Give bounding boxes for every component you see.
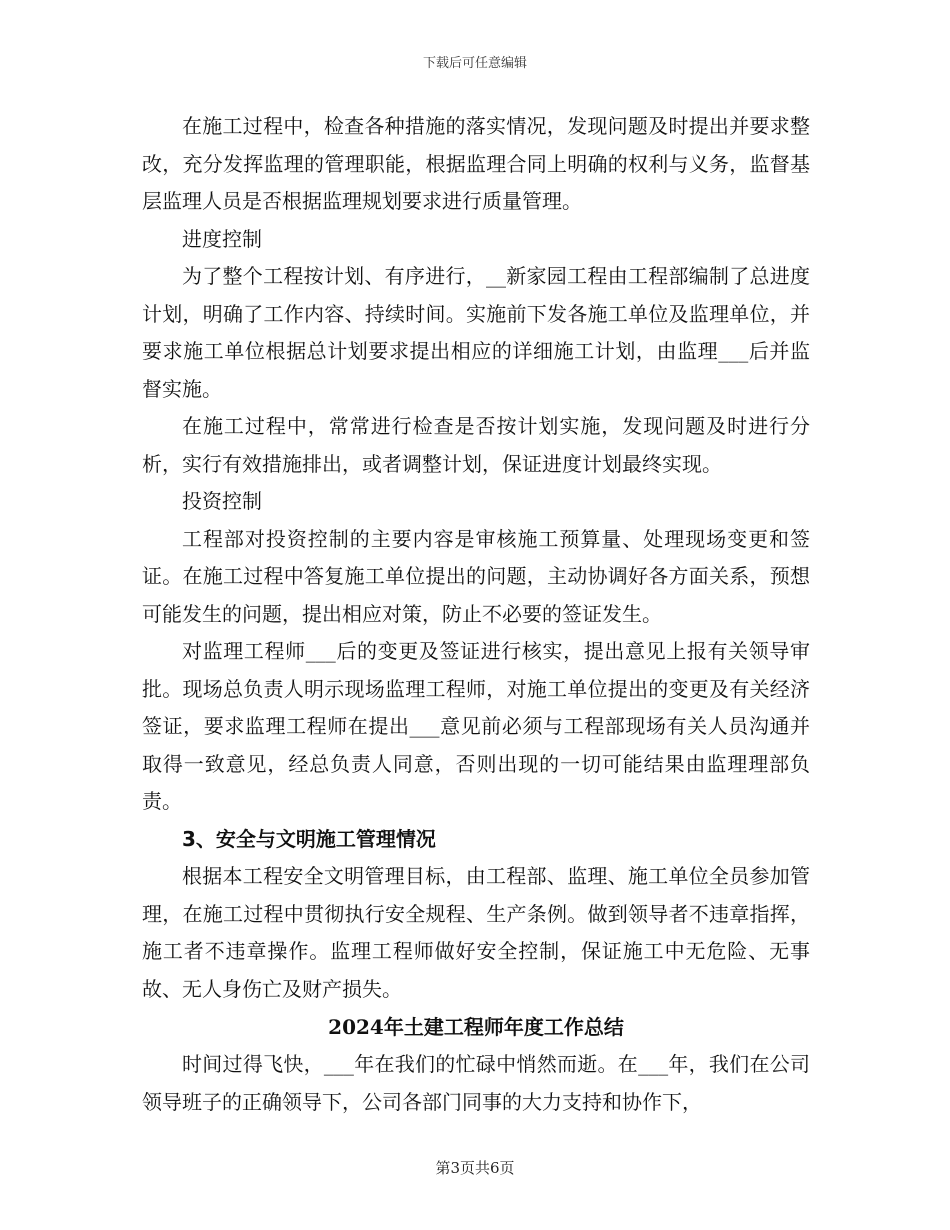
paragraph-progress-plan: 为了整个工程按计划、有序进行，__新家园工程由工程部编制了总进度计划，明确了工作内容、持续时间。实施前下发各施工单位及监理单位，并要求施工单位根据总计划要求提出相应的详细施工计划，由监理___后并监督实施。 bbox=[142, 264, 810, 401]
document-body bbox=[142, 108, 810, 1121]
paragraph-progress-check: 在施工过程中，常常进行检查是否按计划实施，发现问题及时进行分析，实行有效措施排出，或者调整计划，保证进度计划最终实现。 bbox=[142, 414, 810, 476]
paragraph-quality-inspection: 在施工过程中，检查各种措施的落实情况，发现问题及时提出并要求整改，充分发挥监理的管理职能，根据监理合同上明确的权利与义务，监督基层监理人员是否根据监理规划要求进行质量管理。 bbox=[142, 114, 810, 213]
paragraph-investment-content: 工程部对投资控制的主要内容是审核施工预算量、处理现场变更和签证。在施工过程中答复施工单位提出的问题，主动协调好各方面关系，预想可能发生的问题，提出相应对策，防止不必要的签证发生。 bbox=[142, 526, 810, 626]
document-title: 2024年土建工程师年度工作总结 bbox=[328, 1015, 624, 1039]
page-header: 下载后可任意编辑 bbox=[422, 56, 527, 71]
page-number: 第3页共6页 bbox=[435, 1159, 515, 1177]
section-heading-investment-control: 投资控制 bbox=[182, 489, 262, 513]
paragraph-change-verification: 对监理工程师___后的变更及签证进行核实，提出意见上报有关领导审批。现场总负责人明示现场监理工程师，对施工单位提出的变更及有关经济签证，要求监理工程师在提出___意见前必须与工程部现场有关人员沟通并取得一致意见，经总负责人同意，否则出现的一切可能结果由监理理部负责。 bbox=[142, 639, 810, 813]
paragraph-safety-management: 根据本工程安全文明管理目标，由工程部、监理、施工单位全员参加管理，在施工过程中贯彻执行安全规程、生产条例。做到领导者不违章指挥，施工者不违章操作。监理工程师做好安全控制，保证施工中无危险、无事故、无人身伤亡及财产损失。 bbox=[142, 864, 810, 1001]
paragraph-summary-intro: 时间过得飞快，___年在我们的忙碌中悄然而逝。在___年，我们在公司领导班子的正确领导下，公司各部门同事的大力支持和协作下， bbox=[142, 1052, 810, 1114]
section-heading-progress-control: 进度控制 bbox=[182, 226, 262, 251]
section-heading-safety: 3、安全与文明施工管理情况 bbox=[182, 826, 436, 851]
